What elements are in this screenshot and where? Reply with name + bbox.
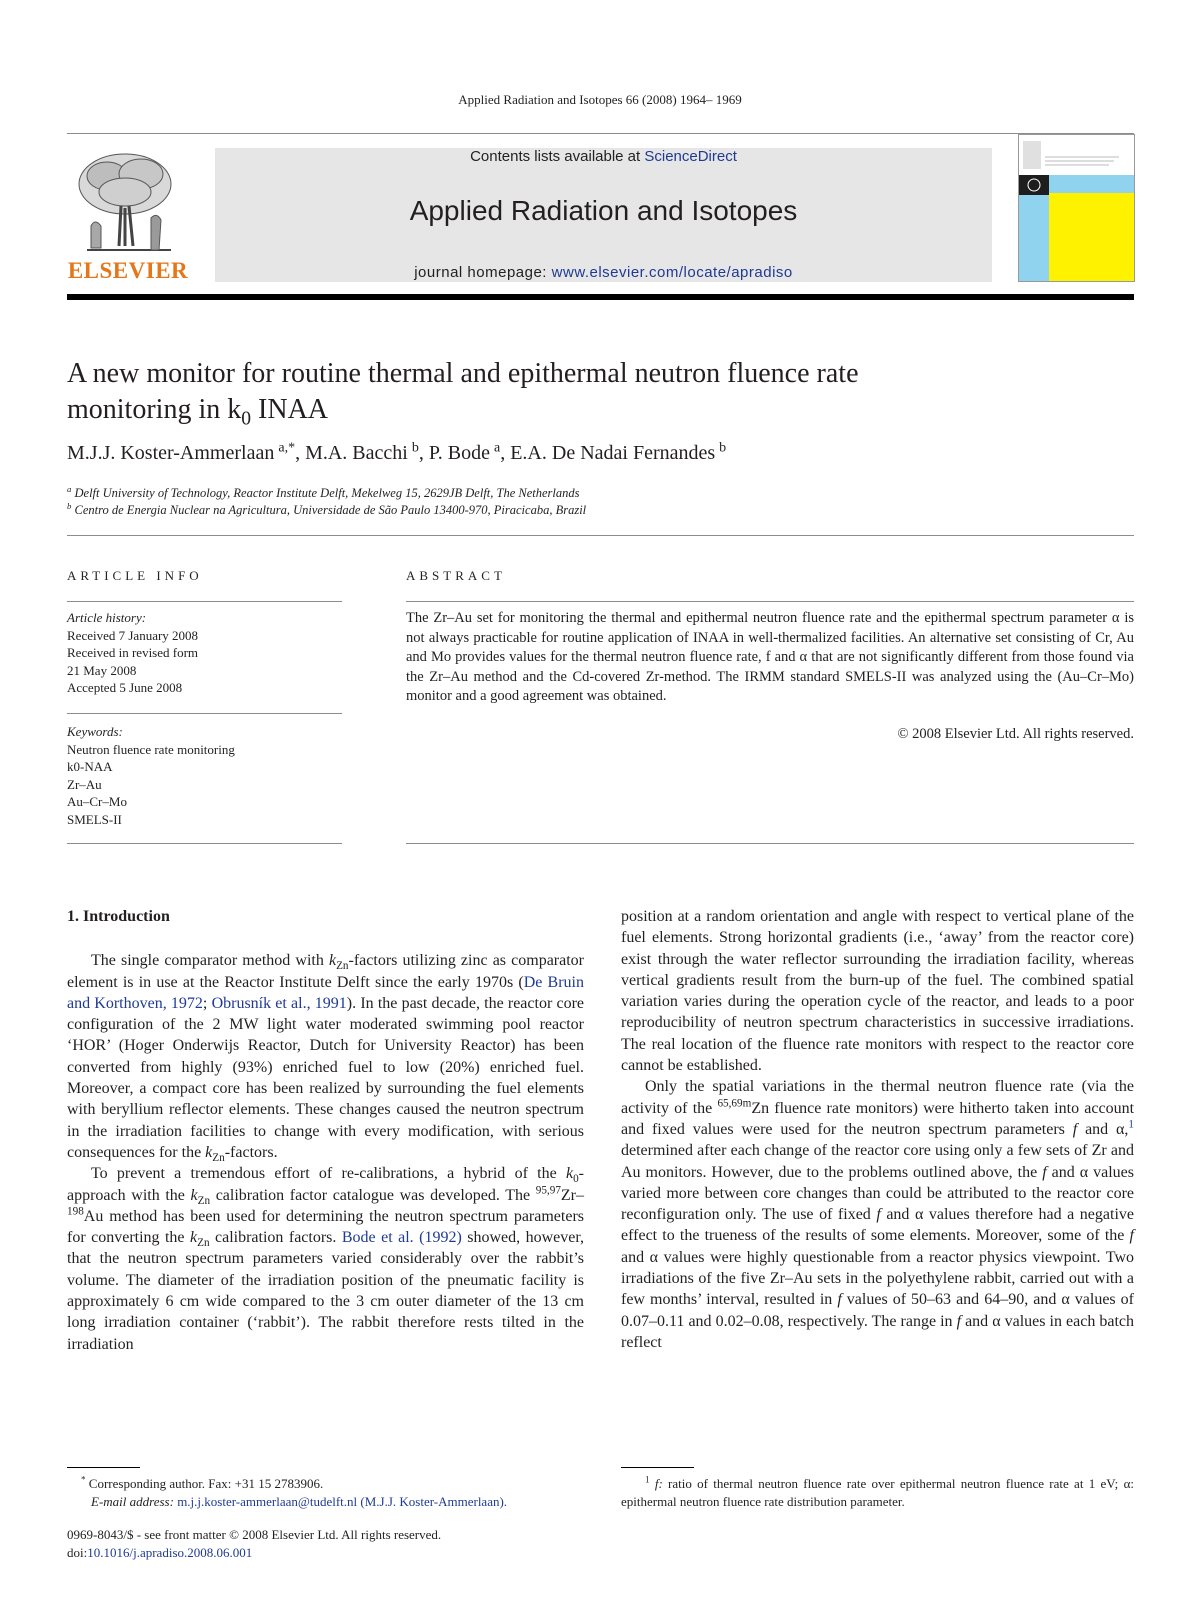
keyword: Neutron fluence rate monitoring: [67, 741, 235, 757]
author-name[interactable]: M.J.J. Koster-Ammerlaan: [67, 442, 275, 464]
author-affil-mark: a,*: [278, 440, 296, 456]
journal-homepage: [215, 264, 992, 281]
homepage-link[interactable]: www.elsevier.com/locate/apradiso: [551, 264, 793, 281]
keywords: [67, 723, 342, 828]
history-label: Article history:: [67, 610, 147, 625]
abstract-heading: ABSTRACT: [406, 568, 506, 583]
corresponding-author: * Corresponding author. Fax: +31 15 2783906.: [81, 1474, 324, 1491]
title-line-1: A new monitor for routine thermal and epithermal neutron fluence rate: [67, 358, 859, 389]
keyword: k0-NAA: [67, 759, 113, 774]
article-history: [67, 609, 342, 697]
title-line-2-post: INAA: [251, 394, 329, 425]
citation-link[interactable]: Bode et al. (1992): [341, 1229, 462, 1247]
paragraph: The single comparator method with $k_{Zn}$-factors utilizing zinc as comparator element is in use at the Reactor Institute Delft since the early 1970s (De Bruin and Korthoven, 1972; Obrusník et al., 1991). In the past decade, the reactor core configuration of the 2 MW light water moderated swimming pool reactor ‘HOR’ (Hoger Onderwijs Reactor, Dutch for University Reactor) has been converted from highly (93%) enriched fuel to low (20%) enriched fuel. Moreover, a compact core has been realized by surrounding the fuel elements with beryllium reflector elements. These changes caused the neutron spectrum in the irradiation facilities to change with every modification, with serious consequences for the $k_{Zn}$-factors.: [67, 952, 585, 1165]
footnote-ref[interactable]: 1: [1128, 1118, 1135, 1131]
paragraph: To prevent a tremendous effort of re-calibrations, a hybrid of the $k_0$-approach with the $k_{Zn}$ calibration factor catalogue was developed. The $^{95,97}$Zr–$^{198}$Au method has been used for determining the neutron spectrum parameters for converting the $k_{Zn}$ calibration factors. Bode et al. (1992) showed, however, that the neutron spectrum parameters varied considerably over the rabbit’s volume. The diameter of the irradiation position of the pneumatic facility is approximately 6 cm wide compared to the 3 cm outer diameter of the 13 cm long irradiation container (‘rabbit’). The rabbit therefore rests tilted in the irradiation: [67, 1165, 585, 1353]
title-line-2-pre: monitoring in k: [67, 394, 242, 425]
article-info-rule: [67, 713, 342, 714]
footnote-mark: 1: [645, 1474, 650, 1485]
author-affil-mark: b: [411, 440, 419, 456]
elsevier-logo-text: ELSEVIER: [67, 258, 189, 283]
section-rule: [67, 535, 1134, 536]
article-info-rule: [67, 843, 342, 844]
citation-link[interactable]: Obrusník et al., 1991: [211, 994, 347, 1012]
author-name[interactable]: M.A. Bacchi: [305, 442, 408, 464]
affiliation-text: Centro de Energia Nuclear na Agricultura, Universidade de São Paulo 13400-970, Piracicaba, Brazil: [74, 503, 587, 517]
contents-line: [215, 148, 992, 165]
footnote-rule: [621, 1467, 694, 1468]
footnote-corresponding: [67, 1475, 584, 1511]
header-thick-rule: [67, 294, 1134, 300]
email-link[interactable]: m.j.j.koster-ammerlaan@tudelft.nl: [177, 1494, 358, 1509]
citation-link[interactable]: De Bruin and Korthoven, 1972: [67, 973, 584, 1012]
abstract-rule: [406, 843, 1134, 844]
footnote-1: $^1$ f: ratio of thermal neutron fluence rate over epithermal neutron fluence rate at 1 eV; α: epithermal neutron fluence rate distribution parameter.: [621, 1474, 1134, 1509]
author-list: M.J.J. Koster-Ammerlaan $^{a,*}$, M.A. Bacchi $^b$, P. Bode $^a$, E.A. De Nadai Fernandes $^b$: [67, 440, 727, 464]
author-name[interactable]: E.A. De Nadai Fernandes: [510, 442, 716, 464]
doi-line: doi:10.1016/j.apradiso.2008.06.001: [67, 1544, 253, 1560]
history-item: Received in revised form: [67, 645, 199, 660]
title-subscript: 0: [241, 408, 252, 430]
journal-title: Applied Radiation and Isotopes: [409, 195, 798, 226]
history-item: Received 7 January 2008: [67, 627, 199, 643]
journal-cover-thumbnail[interactable]: [1018, 134, 1135, 282]
history-item: 21 May 2008: [67, 662, 137, 678]
email-line: E-mail address: m.j.j.koster-ammerlaan@tudelft.nl (M.J.J. Koster-Ammerlaan).: [91, 1494, 508, 1509]
affiliation: [67, 502, 1134, 519]
article-info-rule: [67, 601, 342, 602]
journal-reference: Applied Radiation and Isotopes 66 (2008) 1964– 1969: [458, 92, 742, 107]
section-heading: 1. Introduction: [67, 908, 170, 925]
article-info-heading: ARTICLE INFO: [67, 568, 203, 583]
article-title: [67, 356, 1134, 428]
header-rule: [67, 133, 1134, 134]
affiliation-text: Delft University of Technology, Reactor Institute Delft, Mekelweg 15, 2629JB Delft, The Netherlands: [74, 486, 580, 500]
keyword: SMELS-II: [67, 811, 122, 827]
paragraph: Only the spatial variations in the thermal neutron fluence rate (via the activity of the $^{65,69m}$Zn fluence rate monitors) were hitherto taken into account and fixed values were used for the neutron spectrum parameters f and α,$^1$ determined after each change of the reactor core using only a few sets of Zr and Au monitors. However, due to the problems outlined above, the f and α values varied more between core changes than could be attributed to the reactor core reconfiguration only. The use of fixed f and α values therefore had a negative effect to the trueness of the results of some elements. Moreover, some of the f and α values were highly questionable from a reactor physics viewpoint. Two irradiations of the five Zr–Au sets in the polyethylene rabbit, carried out with a few months’ interval, resulted in f values of 50–63 and 64–90, and α values of 0.07–0.11 and 0.02–0.08, respectively. The range in f and α values in each batch reflect: [621, 1078, 1135, 1351]
affiliation-mark: a: [67, 483, 72, 494]
keywords-label: Keywords:: [67, 724, 123, 739]
affiliations: [67, 485, 1134, 519]
author-affil-mark: a: [494, 440, 501, 456]
abstract-text: The Zr–Au set for monitoring the thermal and epithermal neutron fluence rate and the epithermal spectrum parameter α is not always practicable for routine application of INAA in well-thermalized facilities. An alternative set consisting of Cr, Au and Mo provides values for the thermal neutron fluence rate, f and α that are not significantly different from those found via the Zr–Au method and the Cd-covered Zr-method. The IRMM standard SMELS-II was analyzed using the (Au–Cr–Mo) monitor and a good agreement was obtained.: [406, 610, 1134, 704]
front-matter: [67, 1526, 584, 1561]
affiliation-mark: b: [67, 500, 72, 511]
homepage-prefix: journal homepage:: [414, 264, 552, 281]
footnote-rule: [67, 1467, 140, 1468]
paragraph: position at a random orientation and angle with respect to vertical plane of the fuel elements. Strong horizontal gradients (i.e., ‘away’ from the reactor core) exist through the water reflector surrounding the irradiation facility, whereas vertical gradients result from the burn-up of the fuel. The combined spatial variation varies during the operation cycle of the reactor, and leads to a poor reproducibility of neutron spectrum characteristics in successive irradiations. The real location of the fluence rate monitors with respect to the reactor core cannot be established.: [621, 908, 1134, 1075]
issn-line: 0969-8043/$ - see front matter © 2008 Elsevier Ltd. All rights reserved.: [67, 1527, 442, 1542]
contents-prefix: Contents lists available at: [470, 148, 645, 165]
doi-link[interactable]: 10.1016/j.apradiso.2008.06.001: [87, 1544, 253, 1560]
author-affil-mark: b: [719, 440, 727, 456]
keyword: Au–Cr–Mo: [67, 794, 127, 809]
sciencedirect-link[interactable]: ScienceDirect: [644, 148, 737, 165]
affiliation: [67, 485, 1134, 502]
abstract-rule: [406, 601, 1134, 602]
abstract-copyright: © 2008 Elsevier Ltd. All rights reserved.: [897, 726, 1134, 742]
body-column-left: [67, 906, 584, 1355]
keyword: Zr–Au: [67, 776, 102, 792]
body-column-right: [621, 906, 1134, 1353]
author-name[interactable]: P. Bode: [428, 442, 490, 464]
history-item: Accepted 5 June 2008: [67, 680, 183, 695]
